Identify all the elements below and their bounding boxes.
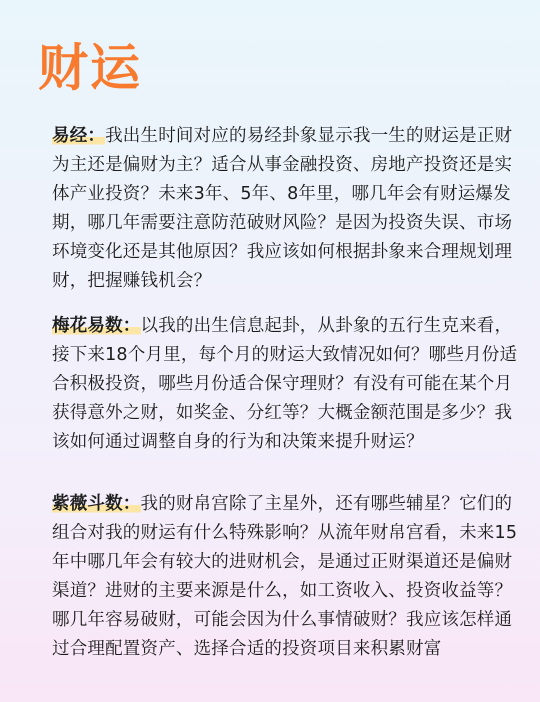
section-label: 紫薇斗数： bbox=[52, 494, 141, 514]
section-text: 我出生时间对应的易经卦象显示我一生的财运是正财为主还是偏财为主？适合从事金融投资、房地产投资还是实体产业投资？未来3年、5年、8年里，哪几年会有财运爆发期，哪几年需要注意防范破财风险？是因为投资失误、市场环境变化还是其他原因？我应该如何根据卦象来合理规划理财，把握赚钱机会？ bbox=[52, 126, 513, 291]
page-title: 财运 bbox=[38, 39, 142, 97]
section-text: 我的财帛宫除了主星外，还有哪些辅星？它们的组合对我的财运有什么特殊影响？从流年财帛宫看，未来15年中哪几年会有较大的进财机会，是通过正财渠道还是偏财渠道？进财的主要来源是什么，如工资收入、投资收益等？哪几年容易破财，可能会因为什么事情破财？我应该怎样通过合理配置资产、选择合适的投资项目来积累财富 bbox=[52, 494, 518, 659]
section-label: 易经： bbox=[52, 126, 106, 146]
section-meihua bbox=[52, 312, 522, 457]
section-text: 以我的出生信息起卦，从卦象的五行生克来看，接下来18个月里，每个月的财运大致情况如何？哪些月份适合积极投资，哪些月份适合保守理财？有没有可能在某个月获得意外之财，如奖金、分红等？大概金额范围是多少？我该如何通过调整自身的行为和决策来提升财运？ bbox=[52, 316, 518, 452]
section-label: 梅花易数： bbox=[52, 316, 141, 336]
section-ziwei bbox=[52, 490, 522, 664]
section-yijing bbox=[52, 122, 522, 296]
